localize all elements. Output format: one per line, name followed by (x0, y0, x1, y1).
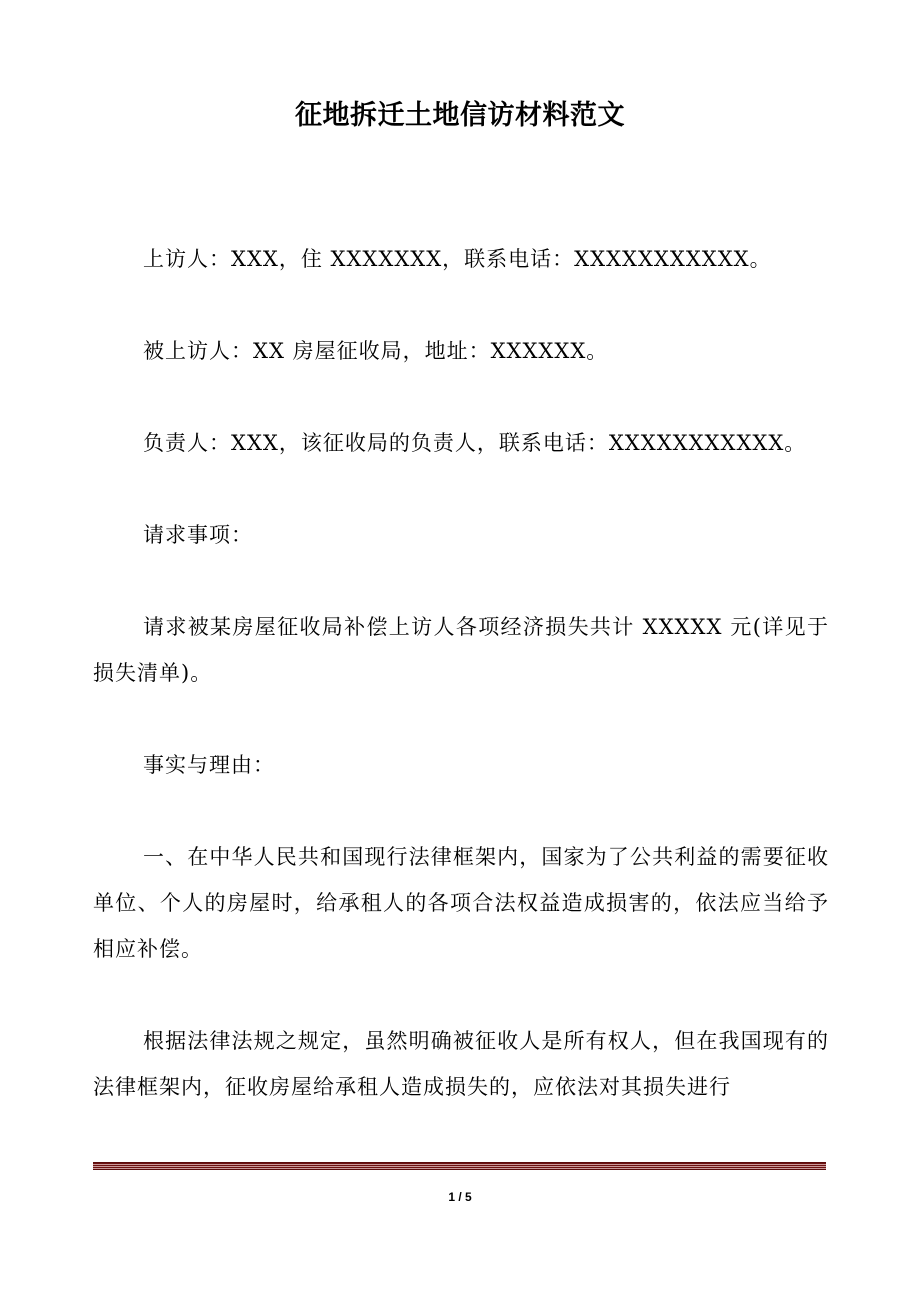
document-body (93, 236, 829, 1110)
paragraph-requests-heading: 请求事项： (143, 523, 253, 547)
paragraph-responsible-person: 负责人：XXX，该征收局的负责人，联系电话：XXXXXXXXXXX。 (143, 431, 807, 455)
paragraph-legal-basis: 根据法律法规之规定，虽然明确被征收人是所有权人，但在我国现有的法律框架内，征收房屋给承租人造成损失的，应依法对其损失进行 (93, 1029, 829, 1099)
paragraph-fact-one: 一、在中华人民共和国现行法律框架内，国家为了公共利益的需要征收单位、个人的房屋时，给承租人的各项合法权益造成损害的，依法应当给予相应补偿。 (93, 845, 829, 961)
page-number: 1 / 5 (448, 1190, 472, 1204)
paragraph-petitioner: 上访人：XXX，住 XXXXXXX，联系电话：XXXXXXXXXXX。 (143, 247, 772, 271)
paragraph-facts-heading: 事实与理由： (143, 753, 275, 777)
document-title: 征地拆迁土地信访材料范文 (295, 100, 625, 131)
footer-divider (93, 1162, 826, 1170)
paragraph-respondent: 被上访人：XX 房屋征收局，地址：XXXXXX。 (143, 339, 609, 363)
paragraph-request-content: 请求被某房屋征收局补偿上访人各项经济损失共计 XXXXX 元(详见于损失清单)。 (93, 615, 829, 685)
